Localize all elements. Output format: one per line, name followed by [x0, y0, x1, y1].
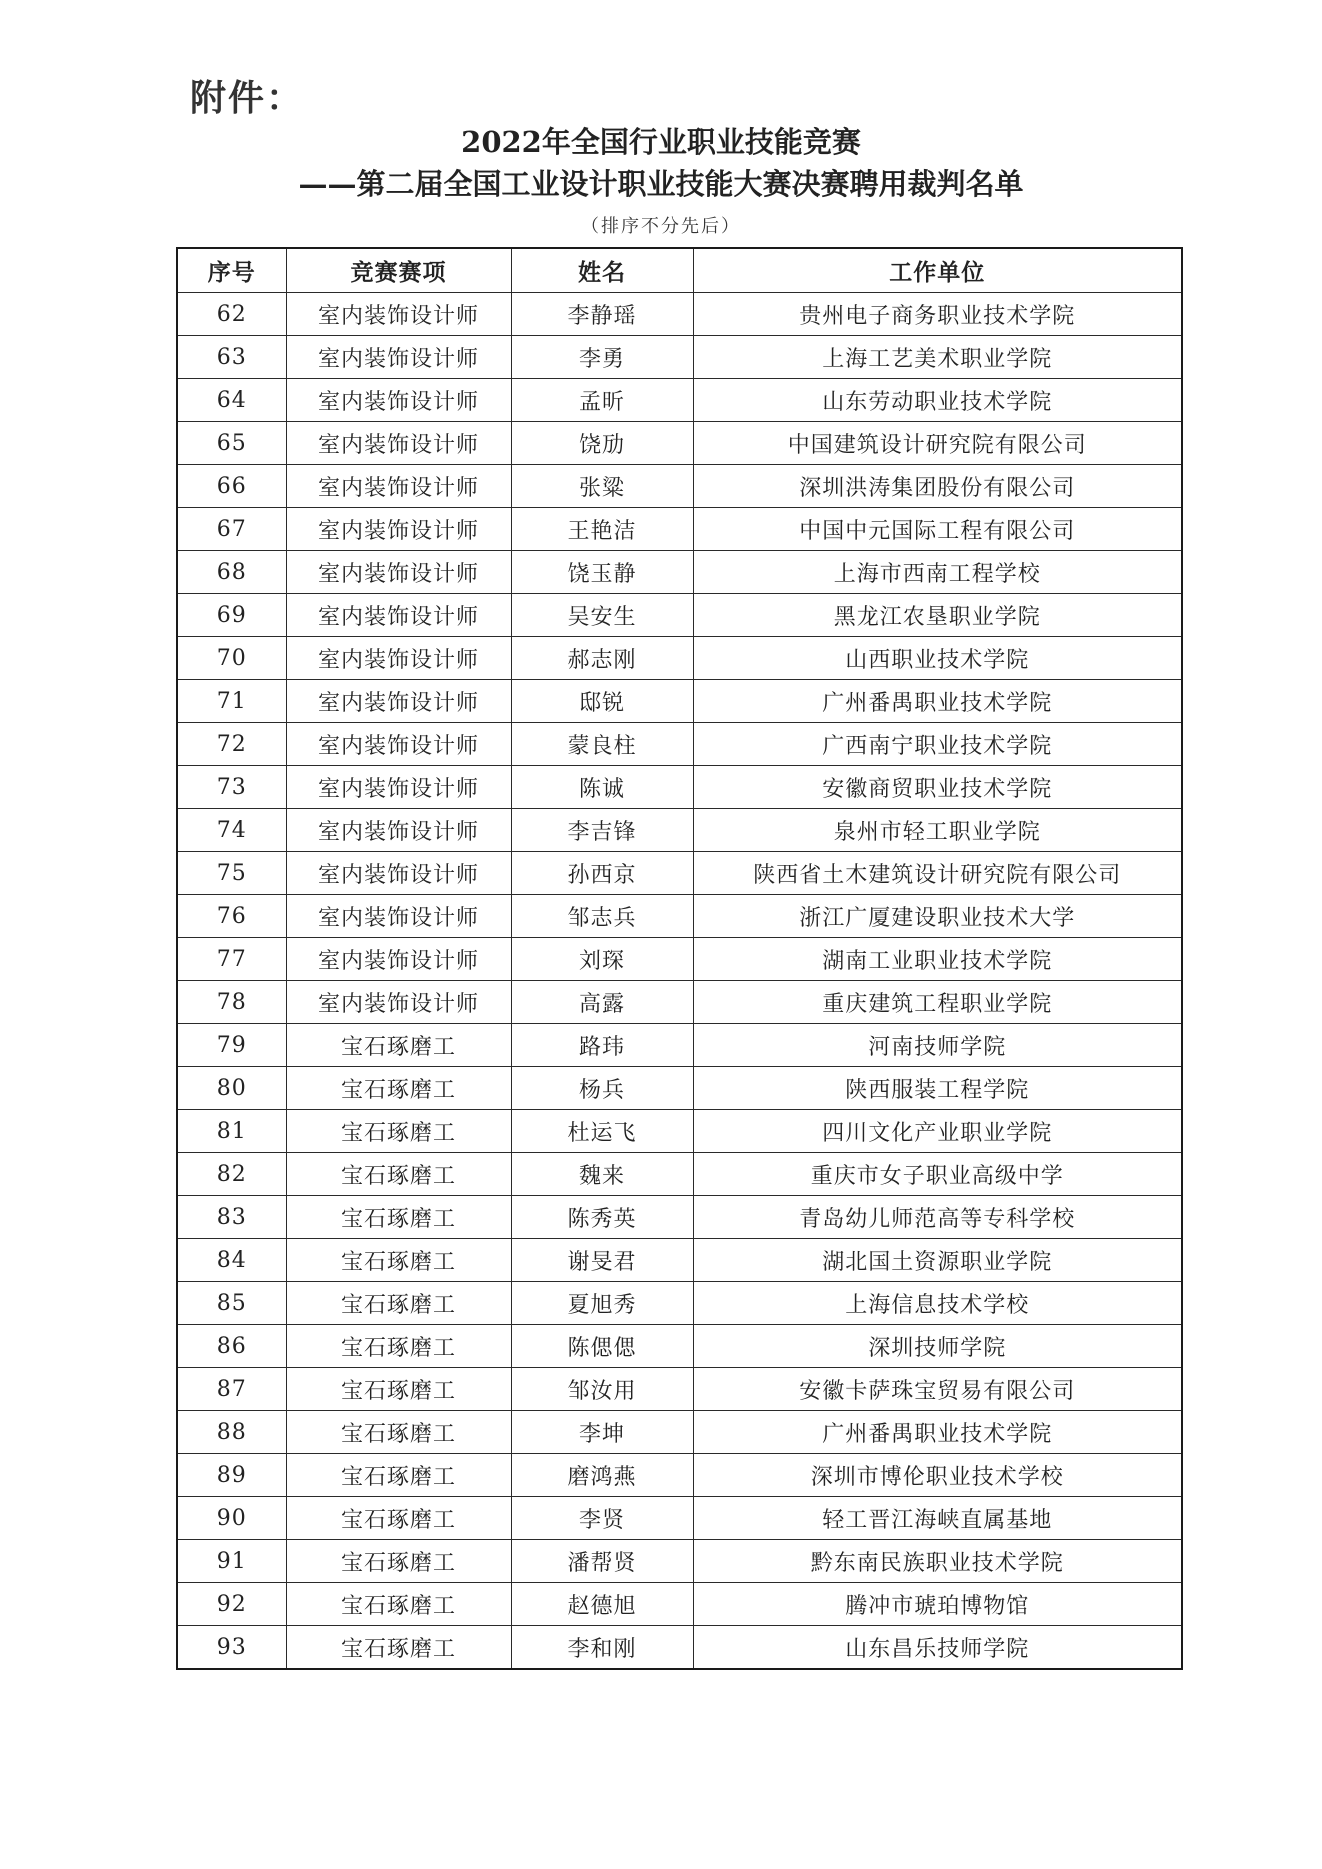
- table-row: [177, 465, 1182, 508]
- table-body: [177, 293, 1182, 1670]
- cell-name: 夏旭秀: [511, 1282, 693, 1325]
- cell-number: 78: [177, 981, 286, 1024]
- cell-organization: 河南技师学院: [693, 1024, 1182, 1067]
- cell-number: 76: [177, 895, 286, 938]
- table-row: [177, 1325, 1182, 1368]
- cell-name: 郝志刚: [511, 637, 693, 680]
- table-row: [177, 1196, 1182, 1239]
- cell-event: 宝石琢磨工: [286, 1626, 511, 1670]
- cell-name: 陈偲偲: [511, 1325, 693, 1368]
- cell-organization: 陕西服装工程学院: [693, 1067, 1182, 1110]
- cell-event: 宝石琢磨工: [286, 1239, 511, 1282]
- cell-number: 66: [177, 465, 286, 508]
- cell-name: 李坤: [511, 1411, 693, 1454]
- cell-number: 84: [177, 1239, 286, 1282]
- cell-organization: 广州番禺职业技术学院: [693, 1411, 1182, 1454]
- cell-event: 室内装饰设计师: [286, 422, 511, 465]
- table-row: [177, 1368, 1182, 1411]
- table-row: [177, 637, 1182, 680]
- cell-organization: 重庆市女子职业高级中学: [693, 1153, 1182, 1196]
- cell-organization: 黔东南民族职业技术学院: [693, 1540, 1182, 1583]
- cell-name: 孟昕: [511, 379, 693, 422]
- cell-event: 宝石琢磨工: [286, 1368, 511, 1411]
- cell-number: 88: [177, 1411, 286, 1454]
- cell-event: 室内装饰设计师: [286, 465, 511, 508]
- cell-organization: 上海工艺美术职业学院: [693, 336, 1182, 379]
- cell-number: 62: [177, 293, 286, 336]
- table-row: [177, 981, 1182, 1024]
- cell-number: 63: [177, 336, 286, 379]
- cell-event: 室内装饰设计师: [286, 766, 511, 809]
- cell-number: 71: [177, 680, 286, 723]
- table-row: [177, 422, 1182, 465]
- cell-event: 宝石琢磨工: [286, 1325, 511, 1368]
- table-row: [177, 852, 1182, 895]
- column-header-organization: 工作单位: [693, 248, 1182, 293]
- table-row: [177, 1540, 1182, 1583]
- cell-event: 室内装饰设计师: [286, 508, 511, 551]
- table-row: [177, 1583, 1182, 1626]
- table-row: [177, 1411, 1182, 1454]
- cell-organization: 中国建筑设计研究院有限公司: [693, 422, 1182, 465]
- cell-organization: 中国中元国际工程有限公司: [693, 508, 1182, 551]
- cell-number: 72: [177, 723, 286, 766]
- cell-number: 67: [177, 508, 286, 551]
- cell-name: 潘帮贤: [511, 1540, 693, 1583]
- document-title: 2022年全国行业职业技能竞赛: [461, 125, 861, 159]
- document-subtitle: ——第二届全国工业设计职业技能大赛决赛聘用裁判名单: [298, 167, 1024, 201]
- cell-name: 陈秀英: [511, 1196, 693, 1239]
- cell-name: 杨兵: [511, 1067, 693, 1110]
- cell-number: 64: [177, 379, 286, 422]
- table-row: [177, 336, 1182, 379]
- cell-event: 室内装饰设计师: [286, 723, 511, 766]
- cell-number: 65: [177, 422, 286, 465]
- cell-organization: 广西南宁职业技术学院: [693, 723, 1182, 766]
- cell-number: 83: [177, 1196, 286, 1239]
- cell-number: 87: [177, 1368, 286, 1411]
- cell-organization: 泉州市轻工职业学院: [693, 809, 1182, 852]
- cell-name: 吴安生: [511, 594, 693, 637]
- cell-event: 宝石琢磨工: [286, 1024, 511, 1067]
- cell-number: 81: [177, 1110, 286, 1153]
- cell-name: 李静瑶: [511, 293, 693, 336]
- table-row: [177, 508, 1182, 551]
- table-row: [177, 1239, 1182, 1282]
- cell-number: 86: [177, 1325, 286, 1368]
- table-row: [177, 680, 1182, 723]
- cell-event: 室内装饰设计师: [286, 809, 511, 852]
- cell-event: 室内装饰设计师: [286, 938, 511, 981]
- cell-number: 74: [177, 809, 286, 852]
- cell-organization: 湖南工业职业技术学院: [693, 938, 1182, 981]
- cell-organization: 上海市西南工程学校: [693, 551, 1182, 594]
- cell-organization: 深圳洪涛集团股份有限公司: [693, 465, 1182, 508]
- cell-number: 70: [177, 637, 286, 680]
- cell-name: 高露: [511, 981, 693, 1024]
- cell-event: 室内装饰设计师: [286, 551, 511, 594]
- cell-name: 路玮: [511, 1024, 693, 1067]
- cell-event: 室内装饰设计师: [286, 594, 511, 637]
- table-row: [177, 1067, 1182, 1110]
- cell-event: 宝石琢磨工: [286, 1497, 511, 1540]
- cell-event: 宝石琢磨工: [286, 1196, 511, 1239]
- cell-organization: 重庆建筑工程职业学院: [693, 981, 1182, 1024]
- cell-organization: 安徽卡萨珠宝贸易有限公司: [693, 1368, 1182, 1411]
- cell-name: 磨鸿燕: [511, 1454, 693, 1497]
- cell-name: 张粱: [511, 465, 693, 508]
- table-row: [177, 293, 1182, 336]
- column-header-number: 序号: [177, 248, 286, 293]
- table-row: [177, 1497, 1182, 1540]
- cell-event: 室内装饰设计师: [286, 379, 511, 422]
- cell-number: 77: [177, 938, 286, 981]
- table-row: [177, 895, 1182, 938]
- cell-event: 室内装饰设计师: [286, 680, 511, 723]
- table-row: [177, 938, 1182, 981]
- table-row: [177, 1110, 1182, 1153]
- cell-name: 孙西京: [511, 852, 693, 895]
- cell-event: 宝石琢磨工: [286, 1153, 511, 1196]
- cell-organization: 腾冲市琥珀博物馆: [693, 1583, 1182, 1626]
- cell-event: 宝石琢磨工: [286, 1454, 511, 1497]
- cell-organization: 贵州电子商务职业技术学院: [693, 293, 1182, 336]
- cell-organization: 轻工晋江海峡直属基地: [693, 1497, 1182, 1540]
- cell-organization: 深圳技师学院: [693, 1325, 1182, 1368]
- cell-organization: 深圳市博伦职业技术学校: [693, 1454, 1182, 1497]
- table-row: [177, 1282, 1182, 1325]
- referee-table: [176, 247, 1183, 1670]
- cell-organization: 山东昌乐技师学院: [693, 1626, 1182, 1670]
- table-row: [177, 809, 1182, 852]
- cell-event: 室内装饰设计师: [286, 981, 511, 1024]
- cell-event: 室内装饰设计师: [286, 895, 511, 938]
- cell-event: 室内装饰设计师: [286, 852, 511, 895]
- table-header-row: [177, 248, 1182, 293]
- column-header-name: 姓名: [511, 248, 693, 293]
- cell-number: 80: [177, 1067, 286, 1110]
- cell-number: 69: [177, 594, 286, 637]
- cell-name: 饶劢: [511, 422, 693, 465]
- cell-organization: 山西职业技术学院: [693, 637, 1182, 680]
- cell-event: 宝石琢磨工: [286, 1583, 511, 1626]
- cell-organization: 浙江广厦建设职业技术大学: [693, 895, 1182, 938]
- cell-number: 73: [177, 766, 286, 809]
- cell-organization: 青岛幼儿师范高等专科学校: [693, 1196, 1182, 1239]
- cell-name: 刘琛: [511, 938, 693, 981]
- cell-number: 89: [177, 1454, 286, 1497]
- table-row: [177, 1024, 1182, 1067]
- cell-number: 91: [177, 1540, 286, 1583]
- cell-name: 李和刚: [511, 1626, 693, 1670]
- cell-name: 王艳洁: [511, 508, 693, 551]
- cell-event: 宝石琢磨工: [286, 1067, 511, 1110]
- cell-number: 85: [177, 1282, 286, 1325]
- cell-organization: 广州番禺职业技术学院: [693, 680, 1182, 723]
- cell-name: 李吉锋: [511, 809, 693, 852]
- cell-organization: 山东劳动职业技术学院: [693, 379, 1182, 422]
- cell-organization: 四川文化产业职业学院: [693, 1110, 1182, 1153]
- cell-name: 杜运飞: [511, 1110, 693, 1153]
- cell-name: 李贤: [511, 1497, 693, 1540]
- cell-event: 室内装饰设计师: [286, 293, 511, 336]
- cell-name: 邹汝用: [511, 1368, 693, 1411]
- cell-name: 邹志兵: [511, 895, 693, 938]
- cell-organization: 安徽商贸职业技术学院: [693, 766, 1182, 809]
- cell-number: 92: [177, 1583, 286, 1626]
- table-row: [177, 723, 1182, 766]
- cell-organization: 黑龙江农垦职业学院: [693, 594, 1182, 637]
- cell-name: 魏来: [511, 1153, 693, 1196]
- table-row: [177, 1626, 1182, 1670]
- cell-name: 赵德旭: [511, 1583, 693, 1626]
- cell-name: 李勇: [511, 336, 693, 379]
- cell-number: 68: [177, 551, 286, 594]
- cell-number: 82: [177, 1153, 286, 1196]
- table-row: [177, 379, 1182, 422]
- table-row: [177, 1153, 1182, 1196]
- cell-event: 宝石琢磨工: [286, 1282, 511, 1325]
- ordering-note: （排序不分先后）: [581, 216, 741, 237]
- column-header-event: 竞赛赛项: [286, 248, 511, 293]
- cell-name: 陈诚: [511, 766, 693, 809]
- table-row: [177, 594, 1182, 637]
- table-row: [177, 1454, 1182, 1497]
- cell-organization: 湖北国土资源职业学院: [693, 1239, 1182, 1282]
- cell-number: 93: [177, 1626, 286, 1670]
- cell-organization: 上海信息技术学校: [693, 1282, 1182, 1325]
- cell-number: 90: [177, 1497, 286, 1540]
- cell-name: 饶玉静: [511, 551, 693, 594]
- cell-name: 蒙良柱: [511, 723, 693, 766]
- cell-number: 75: [177, 852, 286, 895]
- table-row: [177, 551, 1182, 594]
- cell-event: 室内装饰设计师: [286, 637, 511, 680]
- table-row: [177, 766, 1182, 809]
- cell-event: 宝石琢磨工: [286, 1110, 511, 1153]
- cell-number: 79: [177, 1024, 286, 1067]
- attachment-label: 附件：: [190, 78, 305, 119]
- cell-event: 室内装饰设计师: [286, 336, 511, 379]
- cell-name: 邸锐: [511, 680, 693, 723]
- cell-event: 宝石琢磨工: [286, 1540, 511, 1583]
- cell-event: 宝石琢磨工: [286, 1411, 511, 1454]
- cell-name: 谢旻君: [511, 1239, 693, 1282]
- cell-organization: 陕西省土木建筑设计研究院有限公司: [693, 852, 1182, 895]
